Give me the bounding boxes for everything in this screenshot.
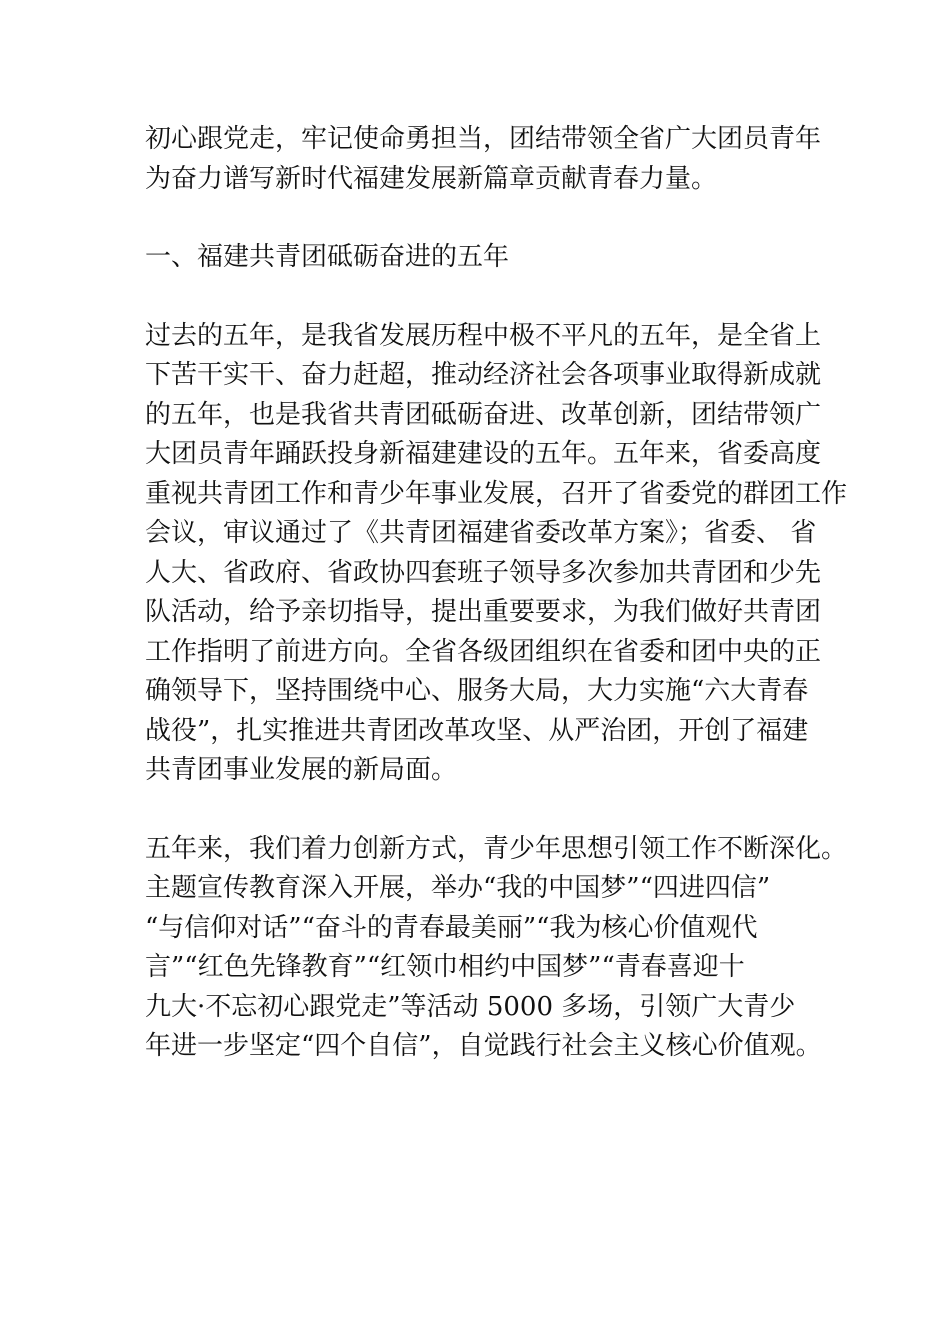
document-body (145, 120, 848, 1067)
text-line: 战役”，扎实推进共青团改革攻坚、从严治团，开创了福建 (145, 715, 809, 746)
text-line: 人大、省政府、省政协四套班子领导多次参加共青团和少先 (145, 557, 822, 588)
text-line: 为奋力谱写新时代福建发展新篇章贡献青春力量。 (145, 163, 718, 194)
text-line: 言”“红色先锋教育”“红领巾相约中国梦”“青春喜迎十 (145, 952, 745, 982)
text-line: 年进一步坚定“四个自信”，自觉践行社会主义核心价值观。 (145, 1031, 822, 1061)
text-line: 会议，审议通过了《共青团福建省委改革方案》；省委、 省 (145, 518, 817, 548)
text-line: 确领导下，坚持围绕中心、服务大局，大力实施“六大青春 (145, 676, 809, 706)
text-line: 大团员青年踊跃投身新福建建设的五年。五年来，省委高度 (145, 439, 822, 469)
text-line: 队活动，给予亲切指导，提出重要要求，为我们做好共青团 (145, 597, 822, 627)
text-line: 的五年，也是我省共青团砥砺奋进、改革创新，团结带领广 (145, 399, 822, 430)
text-line: 主题宣传教育深入开展，举办“我的中国梦”“四进四信” (145, 873, 771, 903)
paragraph-ideological-guidance (145, 830, 848, 1067)
text-line: 五年来，我们着力创新方式，青少年思想引领工作不断深化。 (145, 833, 848, 864)
paragraph-spacer (145, 278, 815, 317)
section-heading (145, 238, 815, 278)
text-line: 工作指明了前进方向。全省各级团组织在省委和团中央的正 (145, 636, 822, 667)
paragraph-spacer (145, 199, 815, 238)
section-heading-text: 一、福建共青团砥砺奋进的五年 (145, 242, 510, 272)
text-line: 下苦干实干、奋力赶超，推动经济社会各项事业取得新成就 (145, 360, 822, 390)
text-line: 重视共青团工作和青少年事业发展，召开了省委党的群团工作 (145, 478, 848, 509)
paragraph-spacer (145, 791, 815, 830)
paragraph-intro-continuation (145, 120, 822, 199)
paragraph-review (145, 317, 848, 791)
text-line: 过去的五年，是我省发展历程中极不平凡的五年，是全省上 (145, 320, 822, 351)
text-line: 九大·不忘初心跟党走”等活动 5000 多场，引领广大青少 (145, 991, 796, 1022)
text-line: “与信仰对话”“奋斗的青春最美丽”“我为核心价值观代 (145, 912, 758, 943)
text-line: 初心跟党走，牢记使命勇担当，团结带领全省广大团员青年 (145, 124, 822, 154)
text-line: 共青团事业发展的新局面。 (145, 755, 458, 785)
